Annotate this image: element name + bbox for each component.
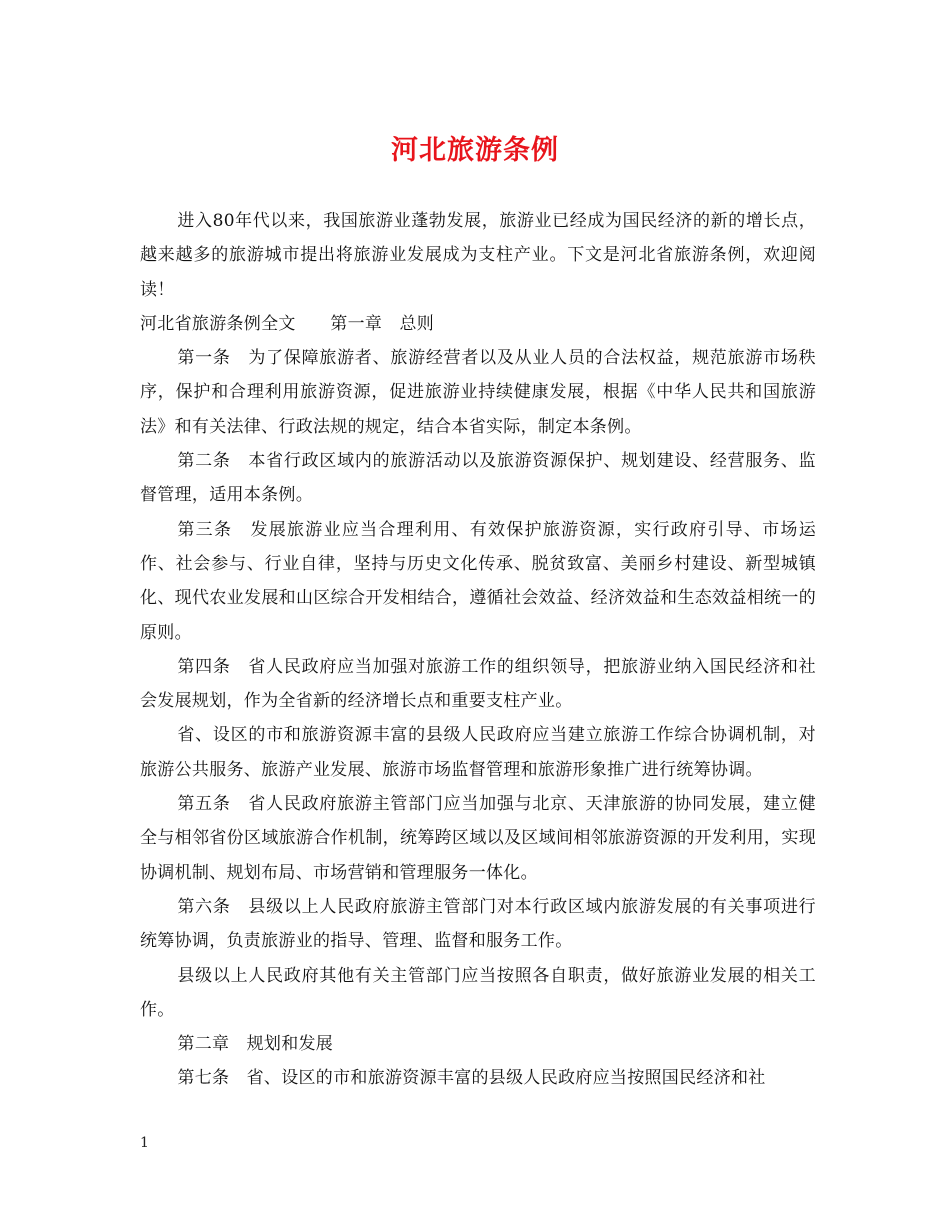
article-6-paragraph-2: 县级以上人民政府其他有关主管部门应当按照各自职责，做好旅游业发展的相关工作。 [140,965,816,1020]
chapter-heading-2: 第二章 规划和发展 [177,1034,334,1055]
document-body [140,204,816,1096]
article-6: 第六条 县级以上人民政府旅游主管部门对本行政区域内旅游发展的有关事项进行统筹协调，负责旅游业的指导、管理、监督和服务工作。 [140,896,816,952]
article-1: 第一条 为了保障旅游者、旅游经营者以及从业人员的合法权益，规范旅游市场秩序，保护和合理利用旅游资源，促进旅游业持续健康发展，根据《中华人民共和国旅游法》和有关法律、行政法规的规定，结合本省实际，制定本条例。 [140,348,816,437]
article-3: 第三条 发展旅游业应当合理利用、有效保护旅游资源，实行政府引导、市场运作、社会参与、行业自律，坚持与历史文化传承、脱贫致富、美丽乡村建设、新型城镇化、现代农业发展和山区综合开发相结合，遵循社会效益、经济效益和生态效益相统一的原则。 [140,519,816,643]
article-4: 第四条 省人民政府应当加强对旅游工作的组织领导，把旅游业纳入国民经济和社会发展规划，作为全省新的经济增长点和重要支柱产业。 [140,656,816,712]
chapter-heading-1: 河北省旅游条例全文 第一章 总则 [140,313,435,334]
page-number: 1 [140,1135,149,1151]
article-5: 第五条 省人民政府旅游主管部门应当加强与北京、天津旅游的协同发展，建立健全与相邻省份区域旅游合作机制，统筹跨区域以及区域间相邻旅游资源的开发利用，实现协调机制、规划布局、市场营销和管理服务一体化。 [140,794,816,883]
article-7: 第七条 省、设区的市和旅游资源丰富的县级人民政府应当按照国民经济和社 [177,1068,766,1089]
article-4-paragraph-2: 省、设区的市和旅游资源丰富的县级人民政府应当建立旅游工作综合协调机制，对旅游公共服务、旅游产业发展、旅游市场监督管理和旅游形象推广进行统筹协调。 [140,725,816,780]
intro-paragraph: 进入80年代以来，我国旅游业蓬勃发展，旅游业已经成为国民经济的新的增长点，越来越多的旅游城市提出将旅游业发展成为支柱产业。下文是河北省旅游条例，欢迎阅读！ [140,211,816,300]
document-title: 河北旅游条例 [391,135,559,166]
article-2: 第二条 本省行政区域内的旅游活动以及旅游资源保护、规划建设、经营服务、监督管理，适用本条例。 [140,451,816,506]
